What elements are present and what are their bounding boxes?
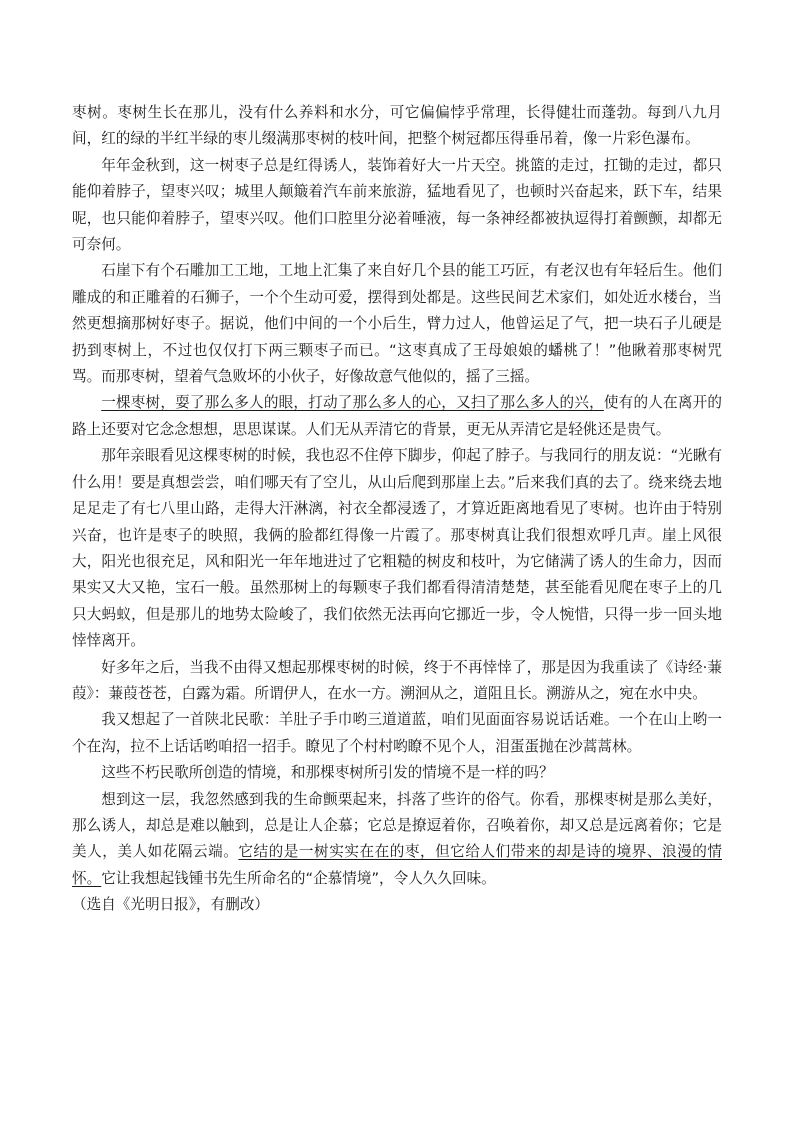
paragraph-9-start: 想到这一层，我忽然感到我的生命颤栗起来，抖落了些许的俗气。你看，那棵枣树是那么美好，那么诱人，却总是难以触到，总是让人企慕；它总是撩逗着你，召唤着你，却又总是远离着你；它是美人，美人如花隔云端。 xyxy=(72,790,722,861)
underlined-sentence-2: 它结的是一树实实在在的枣，但它给人们带来的却是诗的境界、浪漫的情怀。 xyxy=(72,843,722,887)
underlined-sentence-1: 一棵枣树，耍了那么多人的眼，打动了那么多人的心，又扫了那么多人的兴， xyxy=(101,394,604,412)
paragraph-7: 我又想起了一首陕北民歌：羊肚子手巾哟三道道蓝，咱们见面面容易说话话难。一个在山上哟一个在沟，拉不上话话哟咱招一招手。瞭见了个村村哟瞭不见个人，泪蛋蛋抛在沙蒿蒿林。 xyxy=(72,711,722,755)
paragraph-3: 石崖下有个石雕加工工地，工地上汇集了来自好几个县的能工巧匠，有老汉也有年轻后生。他们雕成的和正雕着的石狮子，一个个生动可爱，摆得到处都是。这些民间艺术家们，如处近水楼台，当然更想摘那树好枣子。据说，他们中间的一个小后生，臂力过人，他曾运足了气，把一块石子儿硬是扔到枣树上，不过也仅仅打下两三颗枣子而已。“这枣真成了王母娘娘的蟠桃了！”他瞅着那枣树咒骂。而那枣树，望着气急败坏的小伙子，好像故意气他似的，摇了三摇。 xyxy=(72,262,722,386)
paragraph-1: 枣树。枣树生长在那儿，没有什么养料和水分，可它偏偏悖乎常理，长得健壮而蓬勃。每到八九月间，红的绿的半红半绿的枣儿缀满那枣树的枝叶间，把整个树冠都压得垂吊着，像一片彩色瀑布。 xyxy=(72,104,722,148)
article-body xyxy=(72,100,722,919)
source-note: （选自《光明日报》，有删改） xyxy=(72,896,270,914)
paragraph-5: 那年亲眼看见这棵枣树的时候，我也忍不住停下脚步，仰起了脖子。与我同行的朋友说：“光瞅有什么用！要是真想尝尝，咱们哪天有了空儿，从山后爬到那崖上去。”后来我们真的去了。绕来绕去地足足走了有七八里山路，走得大汗淋漓，衬衣全都浸透了，才算近距离地看见了枣树。也许由于特别兴奋，也许是枣子的映照，我俩的脸都红得像一片霞了。那枣树真让我们很想欢呼几声。崖上风很大，阳光也很充足，风和阳光一年年地进过了它粗糙的树皮和枝叶，为它储满了诱人的生命力，因而果实又大又艳，宝石一般。虽然那树上的每颗枣子我们都看得清清楚楚，甚至能看见爬在枣子上的几只大蚂蚁，但是那儿的地势太险峻了，我们依然无法再向它挪近一步，令人惋惜，只得一步一回头地悻悻离开。 xyxy=(72,447,722,650)
paragraph-6: 好多年之后，当我不由得又想起那棵枣树的时候，终于不再悻悻了，那是因为我重读了《诗经·蒹葭》：蒹葭苍苍，白露为霜。所谓伊人，在水一方。溯洄从之，道阻且长。溯游从之，宛在水中央。 xyxy=(72,658,722,702)
paragraph-8: 这些不朽民歌所创造的情境，和那棵枣树所引发的情境不是一样的吗？ xyxy=(101,764,554,782)
paragraph-4-rest: 使有的人在离开的路上还要对它念念想想，思思谋谋。人们无从弄清它的背景，更无从弄清它是轻佻还是贵气。 xyxy=(72,394,722,438)
paragraph-9 xyxy=(72,787,722,893)
paragraph-2: 年年金秋到，这一树枣子总是红得诱人，装饰着好大一片天空。挑篮的走过，扛锄的走过，都只能仰着脖子，望枣兴叹；城里人颠簸着汽车前来旅游，猛地看见了，也顿时兴奋起来，跃下车，结果呢，也只能仰着脖子，望枣兴叹。他们口腔里分泌着唾液，每一条神经都被执逗得打着颤颤，却都无可奈何。 xyxy=(72,156,722,254)
paragraph-9-end: 它让我想起钱锺书先生所命名的“企慕情境”，令人久久回味。 xyxy=(101,869,496,887)
paragraph-4 xyxy=(72,390,722,443)
